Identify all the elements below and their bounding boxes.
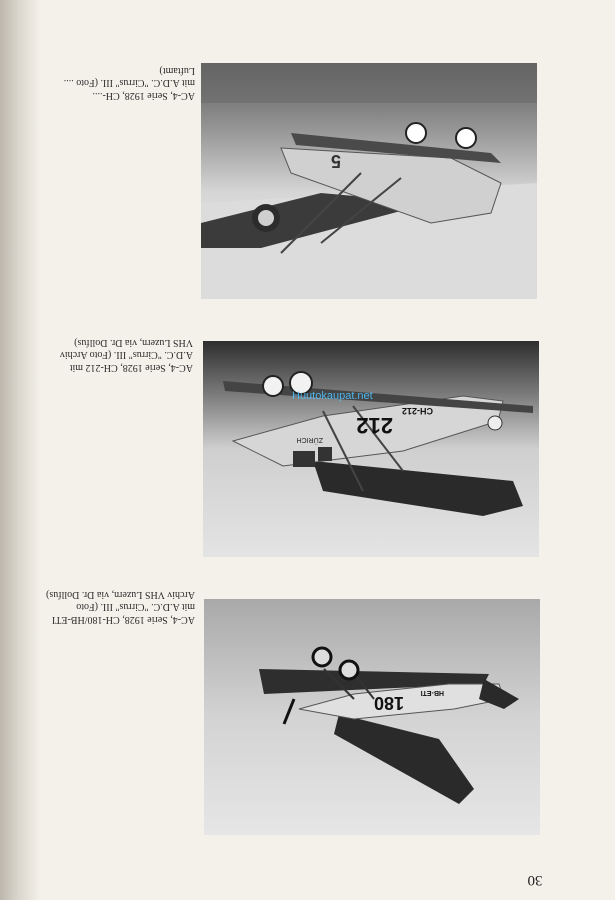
aircraft-photo-2	[203, 341, 539, 557]
aircraft-side-text: ZÜRICH	[296, 436, 323, 443]
caption-2-line-3: VHS Luzern, via Dr. Dollfus)	[74, 337, 193, 348]
page-number: 30	[527, 872, 543, 888]
caption-1-line-3: Luftamt)	[159, 65, 195, 76]
caption-3-line-1: AC-4, Serie 1928, CH-180/HB-ETI	[51, 614, 195, 625]
caption-2	[30, 335, 193, 373]
aircraft-photo-1	[201, 63, 537, 299]
aircraft-number-180: 180	[373, 693, 404, 713]
caption-1	[32, 63, 195, 101]
aircraft-reg-ch-212: CH-212	[401, 406, 433, 416]
watermark: Huutokaupat.net	[292, 390, 373, 402]
aircraft-photo-3	[204, 599, 540, 835]
caption-2-line-1: AC-4, Serie 1928, CH-212 mit	[69, 362, 193, 373]
caption-3-line-3: Archiv VHS Luzern, via Dr. Dollfus)	[46, 589, 195, 600]
caption-1-line-2: mit A.D.C. "Cirrus" III. (Foto ....	[63, 77, 195, 89]
aircraft-reg-hb-eti: HB-ETI	[420, 689, 444, 696]
caption-3	[30, 587, 195, 625]
caption-2-line-2: A.D.C. "Cirrus" III. (Foto Archiv	[59, 349, 193, 361]
aircraft-marking-1: 5	[330, 151, 341, 171]
caption-1-line-1: AC-4, Serie 1928, CH-....	[92, 90, 195, 101]
caption-3-line-2: mit A.D.C. "Cirrus" III. (Foto	[76, 601, 195, 613]
aircraft-number-212: 212	[356, 413, 393, 438]
spine-shadow	[0, 0, 40, 900]
